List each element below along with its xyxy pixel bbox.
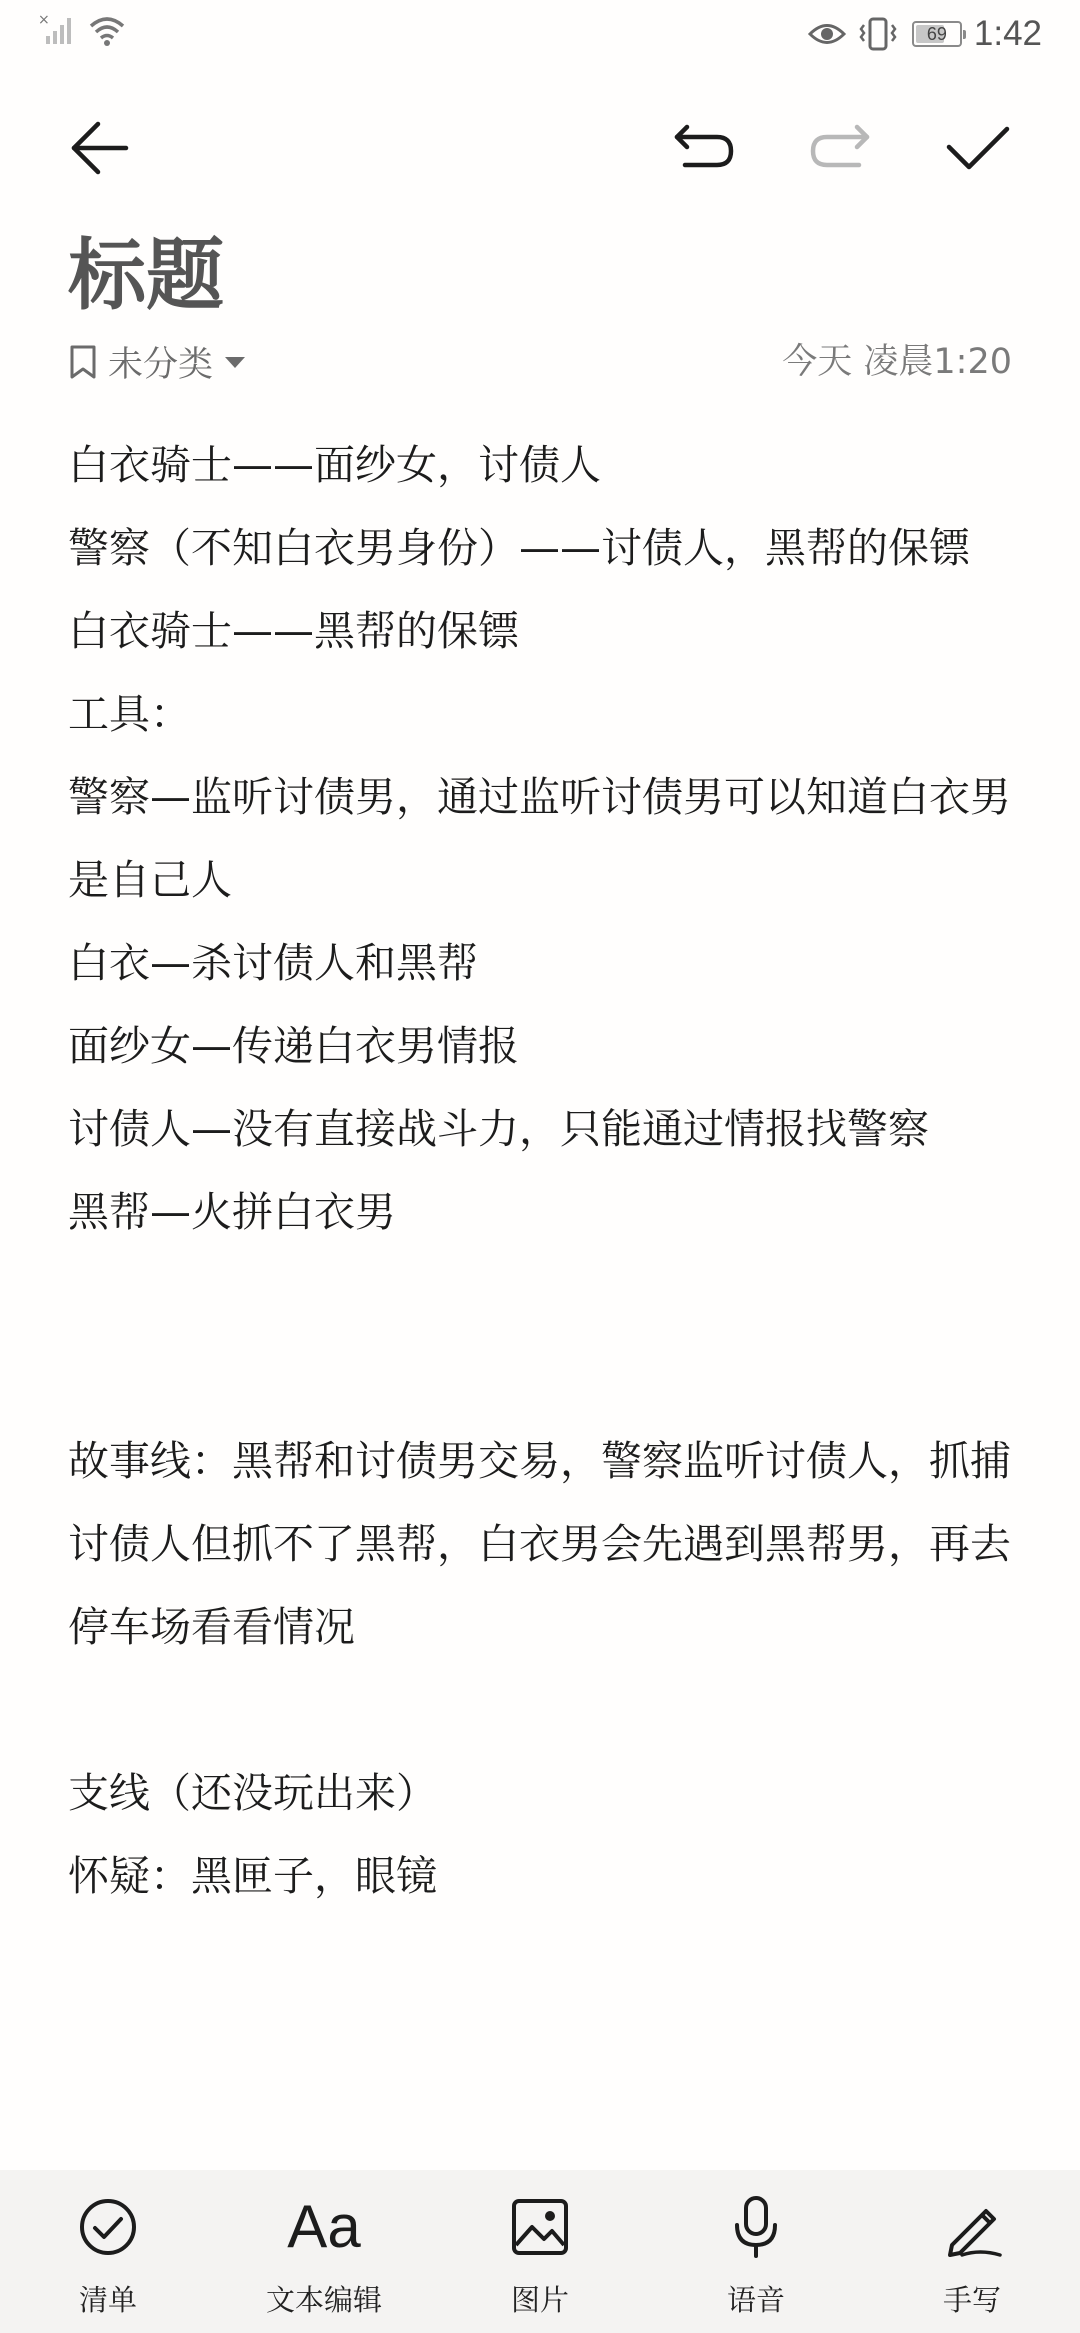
text-edit-label: 文本编辑 bbox=[265, 2283, 382, 2317]
undo-icon bbox=[673, 123, 735, 173]
note-line: 支线（还没玩出来） bbox=[68, 1769, 437, 1817]
status-right-icons bbox=[808, 12, 1042, 56]
bottom-toolbar bbox=[0, 2170, 1080, 2333]
battery-indicator bbox=[912, 21, 962, 47]
note-line: 白衣骑士——面纱女，讨债人 bbox=[68, 441, 601, 489]
status-bar bbox=[0, 0, 1080, 66]
redo-button[interactable] bbox=[792, 100, 888, 196]
redo-icon bbox=[809, 123, 871, 173]
checklist-label: 清单 bbox=[78, 2283, 137, 2317]
checkmark-icon bbox=[945, 123, 1011, 173]
battery-level: 69 bbox=[926, 24, 947, 44]
note-line: 讨债人—没有直接战斗力，只能通过情报找警察 bbox=[68, 1105, 929, 1153]
note-line: 黑帮—火拼白衣男 bbox=[68, 1188, 396, 1236]
checklist-icon bbox=[78, 2197, 138, 2257]
note-date: 今天 凌晨1:20 bbox=[782, 342, 1012, 382]
text-edit-button[interactable] bbox=[216, 2170, 432, 2333]
dropdown-triangle-icon bbox=[223, 354, 247, 370]
note-line: 白衣骑士——黑帮的保镖 bbox=[68, 607, 519, 655]
handwriting-button[interactable] bbox=[864, 2170, 1080, 2333]
status-left-icons bbox=[38, 12, 128, 52]
eye-comfort-icon bbox=[808, 19, 846, 49]
category-selector[interactable] bbox=[68, 334, 257, 390]
note-line bbox=[68, 1254, 1018, 1337]
voice-label: 语音 bbox=[726, 2283, 785, 2317]
picture-button[interactable] bbox=[432, 2170, 648, 2333]
microphone-icon bbox=[731, 2195, 781, 2259]
note-line bbox=[68, 1669, 1018, 1752]
picture-label: 图片 bbox=[510, 2283, 569, 2317]
back-arrow-icon bbox=[70, 120, 130, 176]
voice-button[interactable] bbox=[648, 2170, 864, 2333]
save-button[interactable] bbox=[930, 100, 1026, 196]
note-line: 故事线：黑帮和讨债男交易，警察监听讨债人，抓捕讨债人但抓不了黑帮，白衣男会先遇到黑帮男，再去停车场看看情况 bbox=[68, 1437, 1011, 1651]
pen-icon bbox=[940, 2195, 1004, 2259]
wifi-icon bbox=[87, 12, 127, 48]
back-button[interactable] bbox=[52, 100, 148, 196]
note-line bbox=[68, 1337, 1018, 1420]
note-line: 白衣—杀讨债人和黑帮 bbox=[68, 939, 478, 987]
note-meta bbox=[68, 334, 1012, 390]
category-label: 未分类 bbox=[108, 345, 214, 385]
undo-button[interactable] bbox=[656, 100, 752, 196]
note-line: 面纱女—传递白衣男情报 bbox=[68, 1022, 519, 1070]
handwriting-label: 手写 bbox=[942, 2283, 1001, 2317]
cellular-signal-icon bbox=[38, 12, 78, 48]
vibrate-icon bbox=[858, 17, 898, 51]
note-body[interactable] bbox=[68, 424, 1018, 1918]
image-icon bbox=[510, 2197, 570, 2257]
note-line: 警察（不知白衣男身份）——讨债人，黑帮的保镖 bbox=[68, 524, 970, 572]
note-title[interactable]: 标题 bbox=[68, 231, 225, 321]
checklist-button[interactable] bbox=[0, 2170, 216, 2333]
note-line: 怀疑：黑匣子，眼镜 bbox=[68, 1852, 437, 1900]
note-line: 警察—监听讨债男，通过监听讨债男可以知道白衣男是自己人 bbox=[68, 773, 1011, 904]
text-format-icon: Aa bbox=[287, 2193, 361, 2260]
note-line: 工具： bbox=[68, 690, 191, 738]
bookmark-icon bbox=[68, 344, 98, 380]
note-toolbar bbox=[0, 100, 1080, 196]
svg-text:×: × bbox=[38, 12, 50, 28]
status-time: 1:42 bbox=[973, 14, 1042, 53]
